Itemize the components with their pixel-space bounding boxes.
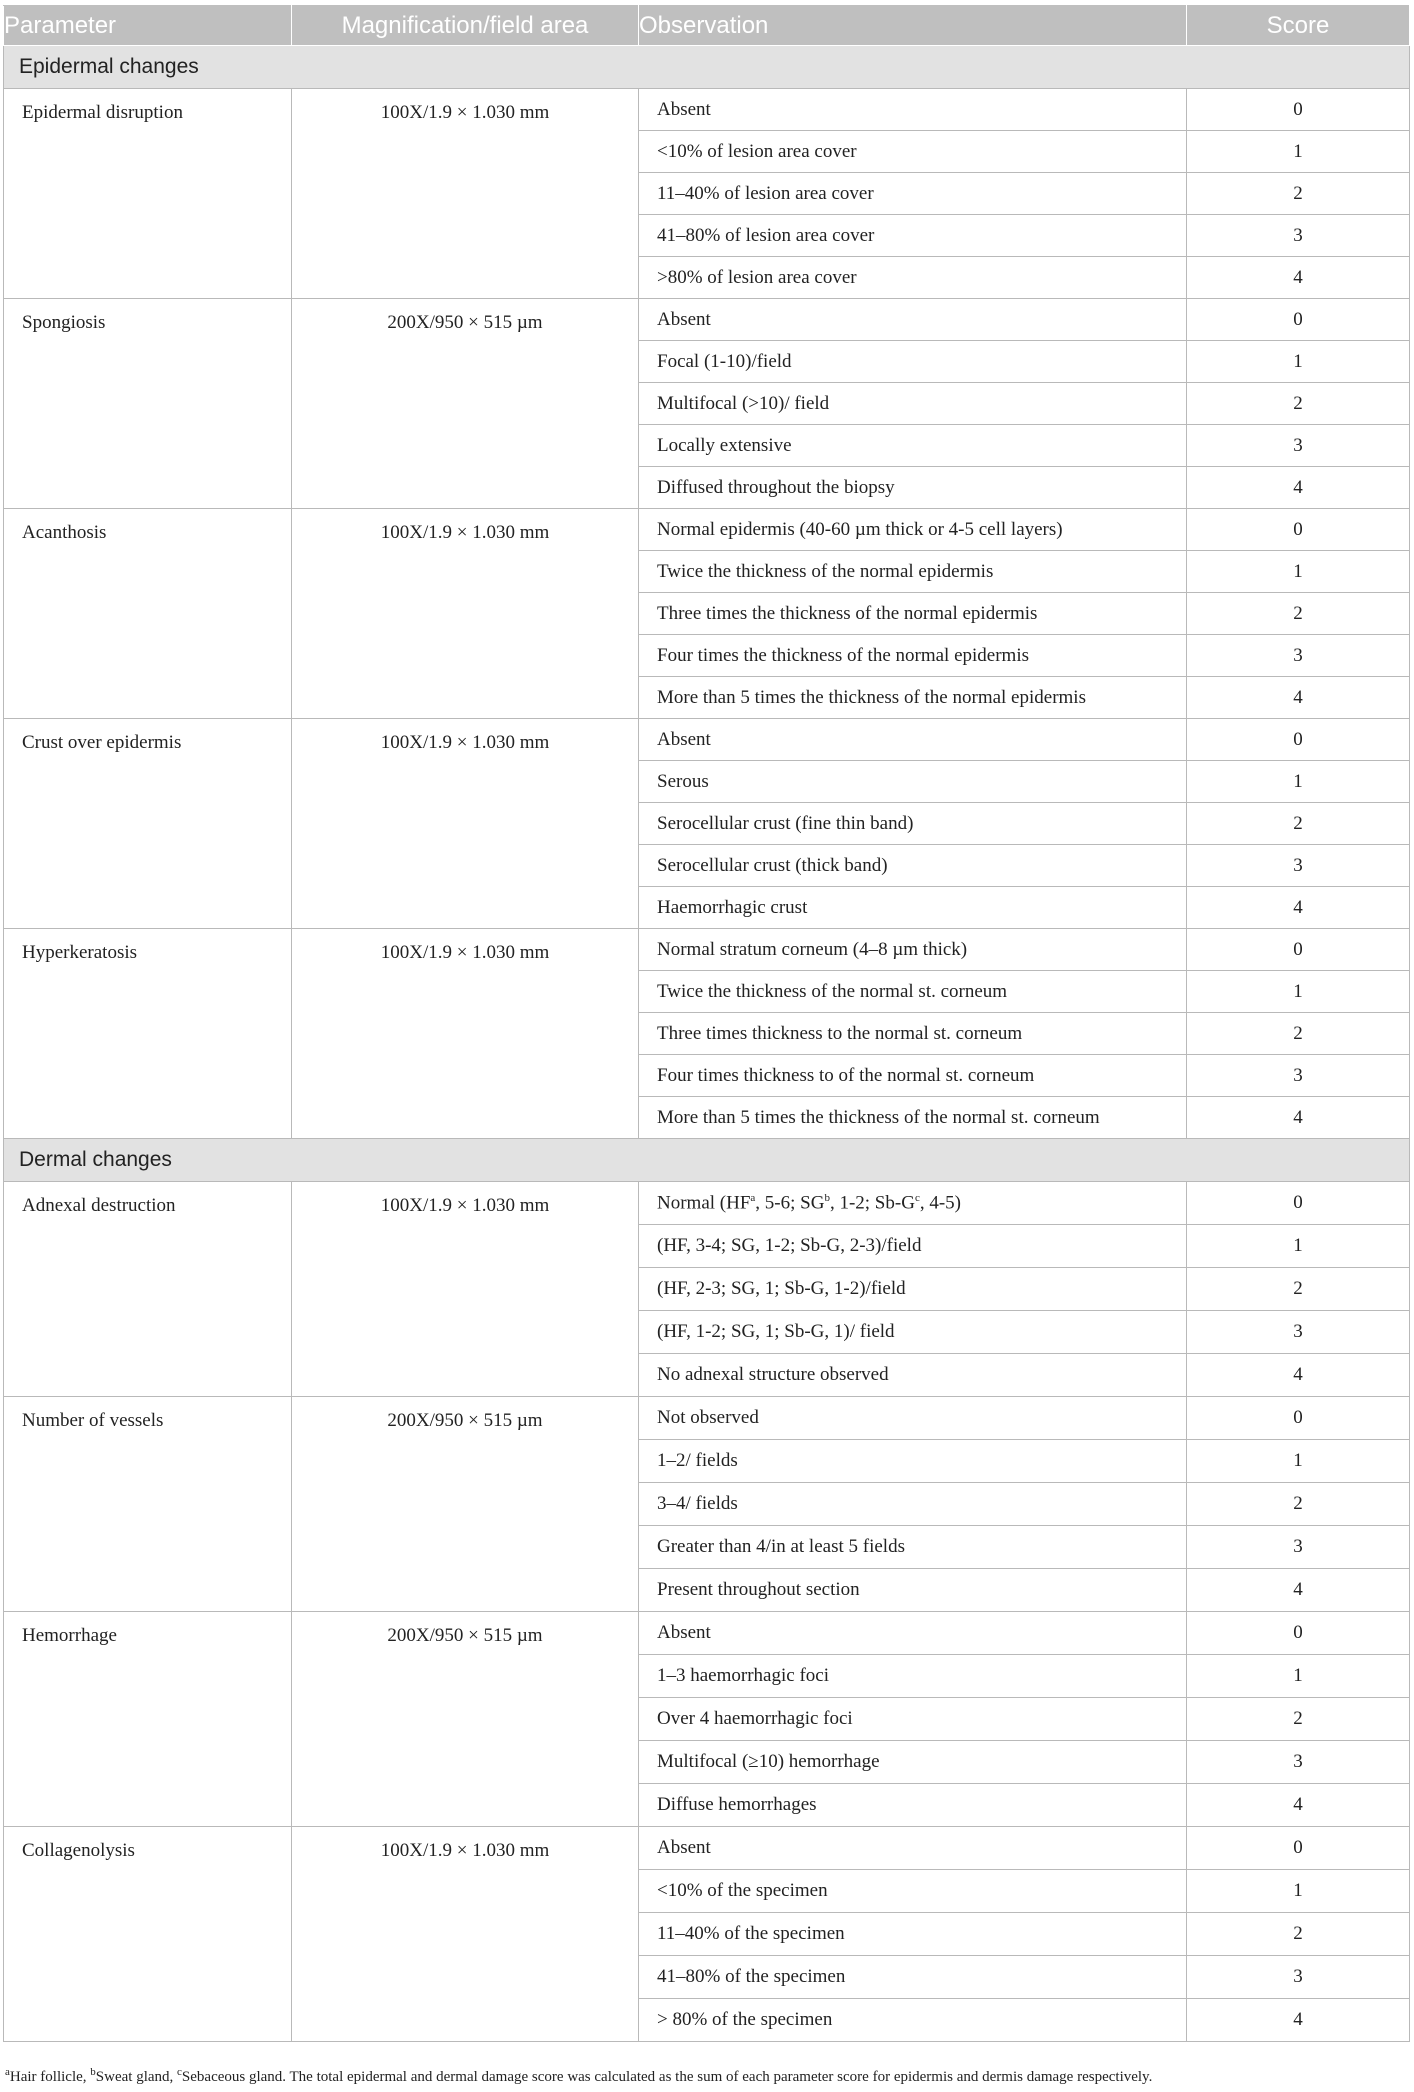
- observation-text: Three times the thickness of the normal epidermis: [639, 593, 1187, 635]
- parameter-name: Crust over epidermis: [4, 719, 292, 929]
- observation-text: Greater than 4/in at least 5 fields: [639, 1526, 1187, 1569]
- observation-text: > 80% of the specimen: [639, 1999, 1187, 2042]
- observation-text: (HF, 2-3; SG, 1; Sb-G, 1-2)/field: [639, 1268, 1187, 1311]
- score-value: 2: [1187, 1913, 1410, 1956]
- observation-text: Normal epidermis (40-60 µm thick or 4-5 cell layers): [639, 509, 1187, 551]
- score-value: 2: [1187, 1013, 1410, 1055]
- parameter-name: Epidermal disruption: [4, 89, 292, 299]
- observation-text: Four times the thickness of the normal epidermis: [639, 635, 1187, 677]
- observation-text: Multifocal (≥10) hemorrhage: [639, 1741, 1187, 1784]
- observation-text: Twice the thickness of the normal st. corneum: [639, 971, 1187, 1013]
- magnification-value: 200X/950 × 515 µm: [292, 1397, 639, 1612]
- score-value: 4: [1187, 887, 1410, 929]
- parameter-name: Spongiosis: [4, 299, 292, 509]
- score-value: 3: [1187, 1741, 1410, 1784]
- section-title: Epidermal changes: [4, 46, 1410, 89]
- observation-text: Over 4 haemorrhagic foci: [639, 1698, 1187, 1741]
- footnote-marker-b: b: [90, 2066, 96, 2078]
- observation-text: More than 5 times the thickness of the normal epidermis: [639, 677, 1187, 719]
- score-value: 0: [1187, 1182, 1410, 1225]
- magnification-value: 100X/1.9 × 1.030 mm: [292, 929, 639, 1139]
- score-value: 1: [1187, 1870, 1410, 1913]
- parameter-name: Hemorrhage: [4, 1612, 292, 1827]
- section-title: Dermal changes: [4, 1139, 1410, 1182]
- score-value: 1: [1187, 131, 1410, 173]
- table-row: [4, 299, 1410, 341]
- score-value: 0: [1187, 509, 1410, 551]
- score-value: 3: [1187, 1956, 1410, 1999]
- observation-text: More than 5 times the thickness of the normal st. corneum: [639, 1097, 1187, 1139]
- score-value: 1: [1187, 971, 1410, 1013]
- score-value: 1: [1187, 551, 1410, 593]
- footnote-a: Hair follicle,: [9, 2069, 91, 2085]
- table-row: [4, 1612, 1410, 1655]
- observation-text: Focal (1-10)/field: [639, 341, 1187, 383]
- observation-text: Serocellular crust (fine thin band): [639, 803, 1187, 845]
- magnification-value: 100X/1.9 × 1.030 mm: [292, 1182, 639, 1397]
- table-row: [4, 89, 1410, 131]
- observation-text: 1–2/ fields: [639, 1440, 1187, 1483]
- score-value: 3: [1187, 635, 1410, 677]
- observation-text: Not observed: [639, 1397, 1187, 1440]
- observation-text: (HF, 1-2; SG, 1; Sb-G, 1)/ field: [639, 1311, 1187, 1354]
- magnification-value: 100X/1.9 × 1.030 mm: [292, 509, 639, 719]
- score-value: 4: [1187, 677, 1410, 719]
- observation-text: Diffuse hemorrhages: [639, 1784, 1187, 1827]
- score-value: 0: [1187, 1397, 1410, 1440]
- section-row: [4, 46, 1410, 89]
- observation-text: Locally extensive: [639, 425, 1187, 467]
- parameter-name: Adnexal destruction: [4, 1182, 292, 1397]
- score-value: 2: [1187, 1268, 1410, 1311]
- observation-text: Normal ($HF^a$, 5-6; $SG^b$, 1-2; $Sb-G^c$, 4-5): [639, 1182, 1187, 1225]
- score-value: 3: [1187, 1311, 1410, 1354]
- score-value: 1: [1187, 1225, 1410, 1268]
- score-value: 4: [1187, 257, 1410, 299]
- header-row: [4, 6, 1410, 46]
- table-row: [4, 509, 1410, 551]
- observation-text: Absent: [639, 299, 1187, 341]
- score-value: 4: [1187, 1569, 1410, 1612]
- observation-text: Haemorrhagic crust: [639, 887, 1187, 929]
- magnification-value: 100X/1.9 × 1.030 mm: [292, 1827, 639, 2042]
- observation-text: 1–3 haemorrhagic foci: [639, 1655, 1187, 1698]
- score-value: 0: [1187, 299, 1410, 341]
- score-value: 1: [1187, 761, 1410, 803]
- observation-text: Absent: [639, 1612, 1187, 1655]
- score-value: 4: [1187, 1784, 1410, 1827]
- magnification-value: 200X/950 × 515 µm: [292, 1612, 639, 1827]
- observation-text: Absent: [639, 89, 1187, 131]
- score-value: 2: [1187, 1483, 1410, 1526]
- score-value: 0: [1187, 89, 1410, 131]
- table-row: [4, 1827, 1410, 1870]
- observation-text: 41–80% of the specimen: [639, 1956, 1187, 1999]
- header-magnification: Magnification/field area: [292, 6, 639, 46]
- observation-text: 11–40% of lesion area cover: [639, 173, 1187, 215]
- table-header: [4, 6, 1410, 46]
- header-observation: Observation: [639, 6, 1187, 46]
- observation-text: Twice the thickness of the normal epidermis: [639, 551, 1187, 593]
- table-body: [4, 46, 1410, 2042]
- score-value: 3: [1187, 1055, 1410, 1097]
- score-value: 4: [1187, 1999, 1410, 2042]
- observation-text: Serous: [639, 761, 1187, 803]
- magnification-value: 100X/1.9 × 1.030 mm: [292, 89, 639, 299]
- score-value: 2: [1187, 803, 1410, 845]
- observation-text: No adnexal structure observed: [639, 1354, 1187, 1397]
- parameter-name: Collagenolysis: [4, 1827, 292, 2042]
- parameter-name: Number of vessels: [4, 1397, 292, 1612]
- score-value: 4: [1187, 1354, 1410, 1397]
- score-value: 0: [1187, 929, 1410, 971]
- observation-text: 41–80% of lesion area cover: [639, 215, 1187, 257]
- magnification-value: 200X/950 × 515 µm: [292, 299, 639, 509]
- score-value: 2: [1187, 173, 1410, 215]
- observation-text: Three times thickness to the normal st. corneum: [639, 1013, 1187, 1055]
- score-value: 3: [1187, 215, 1410, 257]
- observation-text: <10% of the specimen: [639, 1870, 1187, 1913]
- score-value: 4: [1187, 1097, 1410, 1139]
- footnote-marker-a: a: [5, 2066, 10, 2078]
- observation-text: Serocellular crust (thick band): [639, 845, 1187, 887]
- score-value: 1: [1187, 1655, 1410, 1698]
- scoring-table: [3, 5, 1410, 2042]
- table-row: [4, 719, 1410, 761]
- footnote-b: Sweat gland,: [95, 2069, 178, 2085]
- observation-text: Multifocal (>10)/ field: [639, 383, 1187, 425]
- observation-text: Present throughout section: [639, 1569, 1187, 1612]
- table-row: [4, 929, 1410, 971]
- footnote-c: Sebaceous gland. The total epidermal and dermal damage score was calculated as the sum of each parameter score for epidermis and dermis damage respectively.: [181, 2069, 1153, 2085]
- footnote-marker-c: c: [177, 2066, 182, 2078]
- score-value: 0: [1187, 719, 1410, 761]
- score-value: 3: [1187, 425, 1410, 467]
- observation-text: 11–40% of the specimen: [639, 1913, 1187, 1956]
- footnote: [5, 2066, 1405, 2086]
- observation-text: Absent: [639, 1827, 1187, 1870]
- score-value: 2: [1187, 383, 1410, 425]
- score-value: 3: [1187, 1526, 1410, 1569]
- parameter-name: Acanthosis: [4, 509, 292, 719]
- observation-text: 3–4/ fields: [639, 1483, 1187, 1526]
- header-parameter: Parameter: [4, 6, 292, 46]
- observation-text: Four times thickness to of the normal st. corneum: [639, 1055, 1187, 1097]
- observation-text: Absent: [639, 719, 1187, 761]
- header-score: Score: [1187, 6, 1410, 46]
- score-value: 2: [1187, 1698, 1410, 1741]
- section-row: [4, 1139, 1410, 1182]
- parameter-name: Hyperkeratosis: [4, 929, 292, 1139]
- score-value: 0: [1187, 1827, 1410, 1870]
- score-value: 4: [1187, 467, 1410, 509]
- score-value: 0: [1187, 1612, 1410, 1655]
- observation-text: <10% of lesion area cover: [639, 131, 1187, 173]
- observation-text: >80% of lesion area cover: [639, 257, 1187, 299]
- table-row: [4, 1182, 1410, 1225]
- score-value: 2: [1187, 593, 1410, 635]
- score-value: 3: [1187, 845, 1410, 887]
- score-value: 1: [1187, 1440, 1410, 1483]
- observation-text: (HF, 3-4; SG, 1-2; Sb-G, 2-3)/field: [639, 1225, 1187, 1268]
- observation-text: Normal stratum corneum (4–8 µm thick): [639, 929, 1187, 971]
- score-value: 1: [1187, 341, 1410, 383]
- observation-text: Diffused throughout the biopsy: [639, 467, 1187, 509]
- magnification-value: 100X/1.9 × 1.030 mm: [292, 719, 639, 929]
- table-row: [4, 1397, 1410, 1440]
